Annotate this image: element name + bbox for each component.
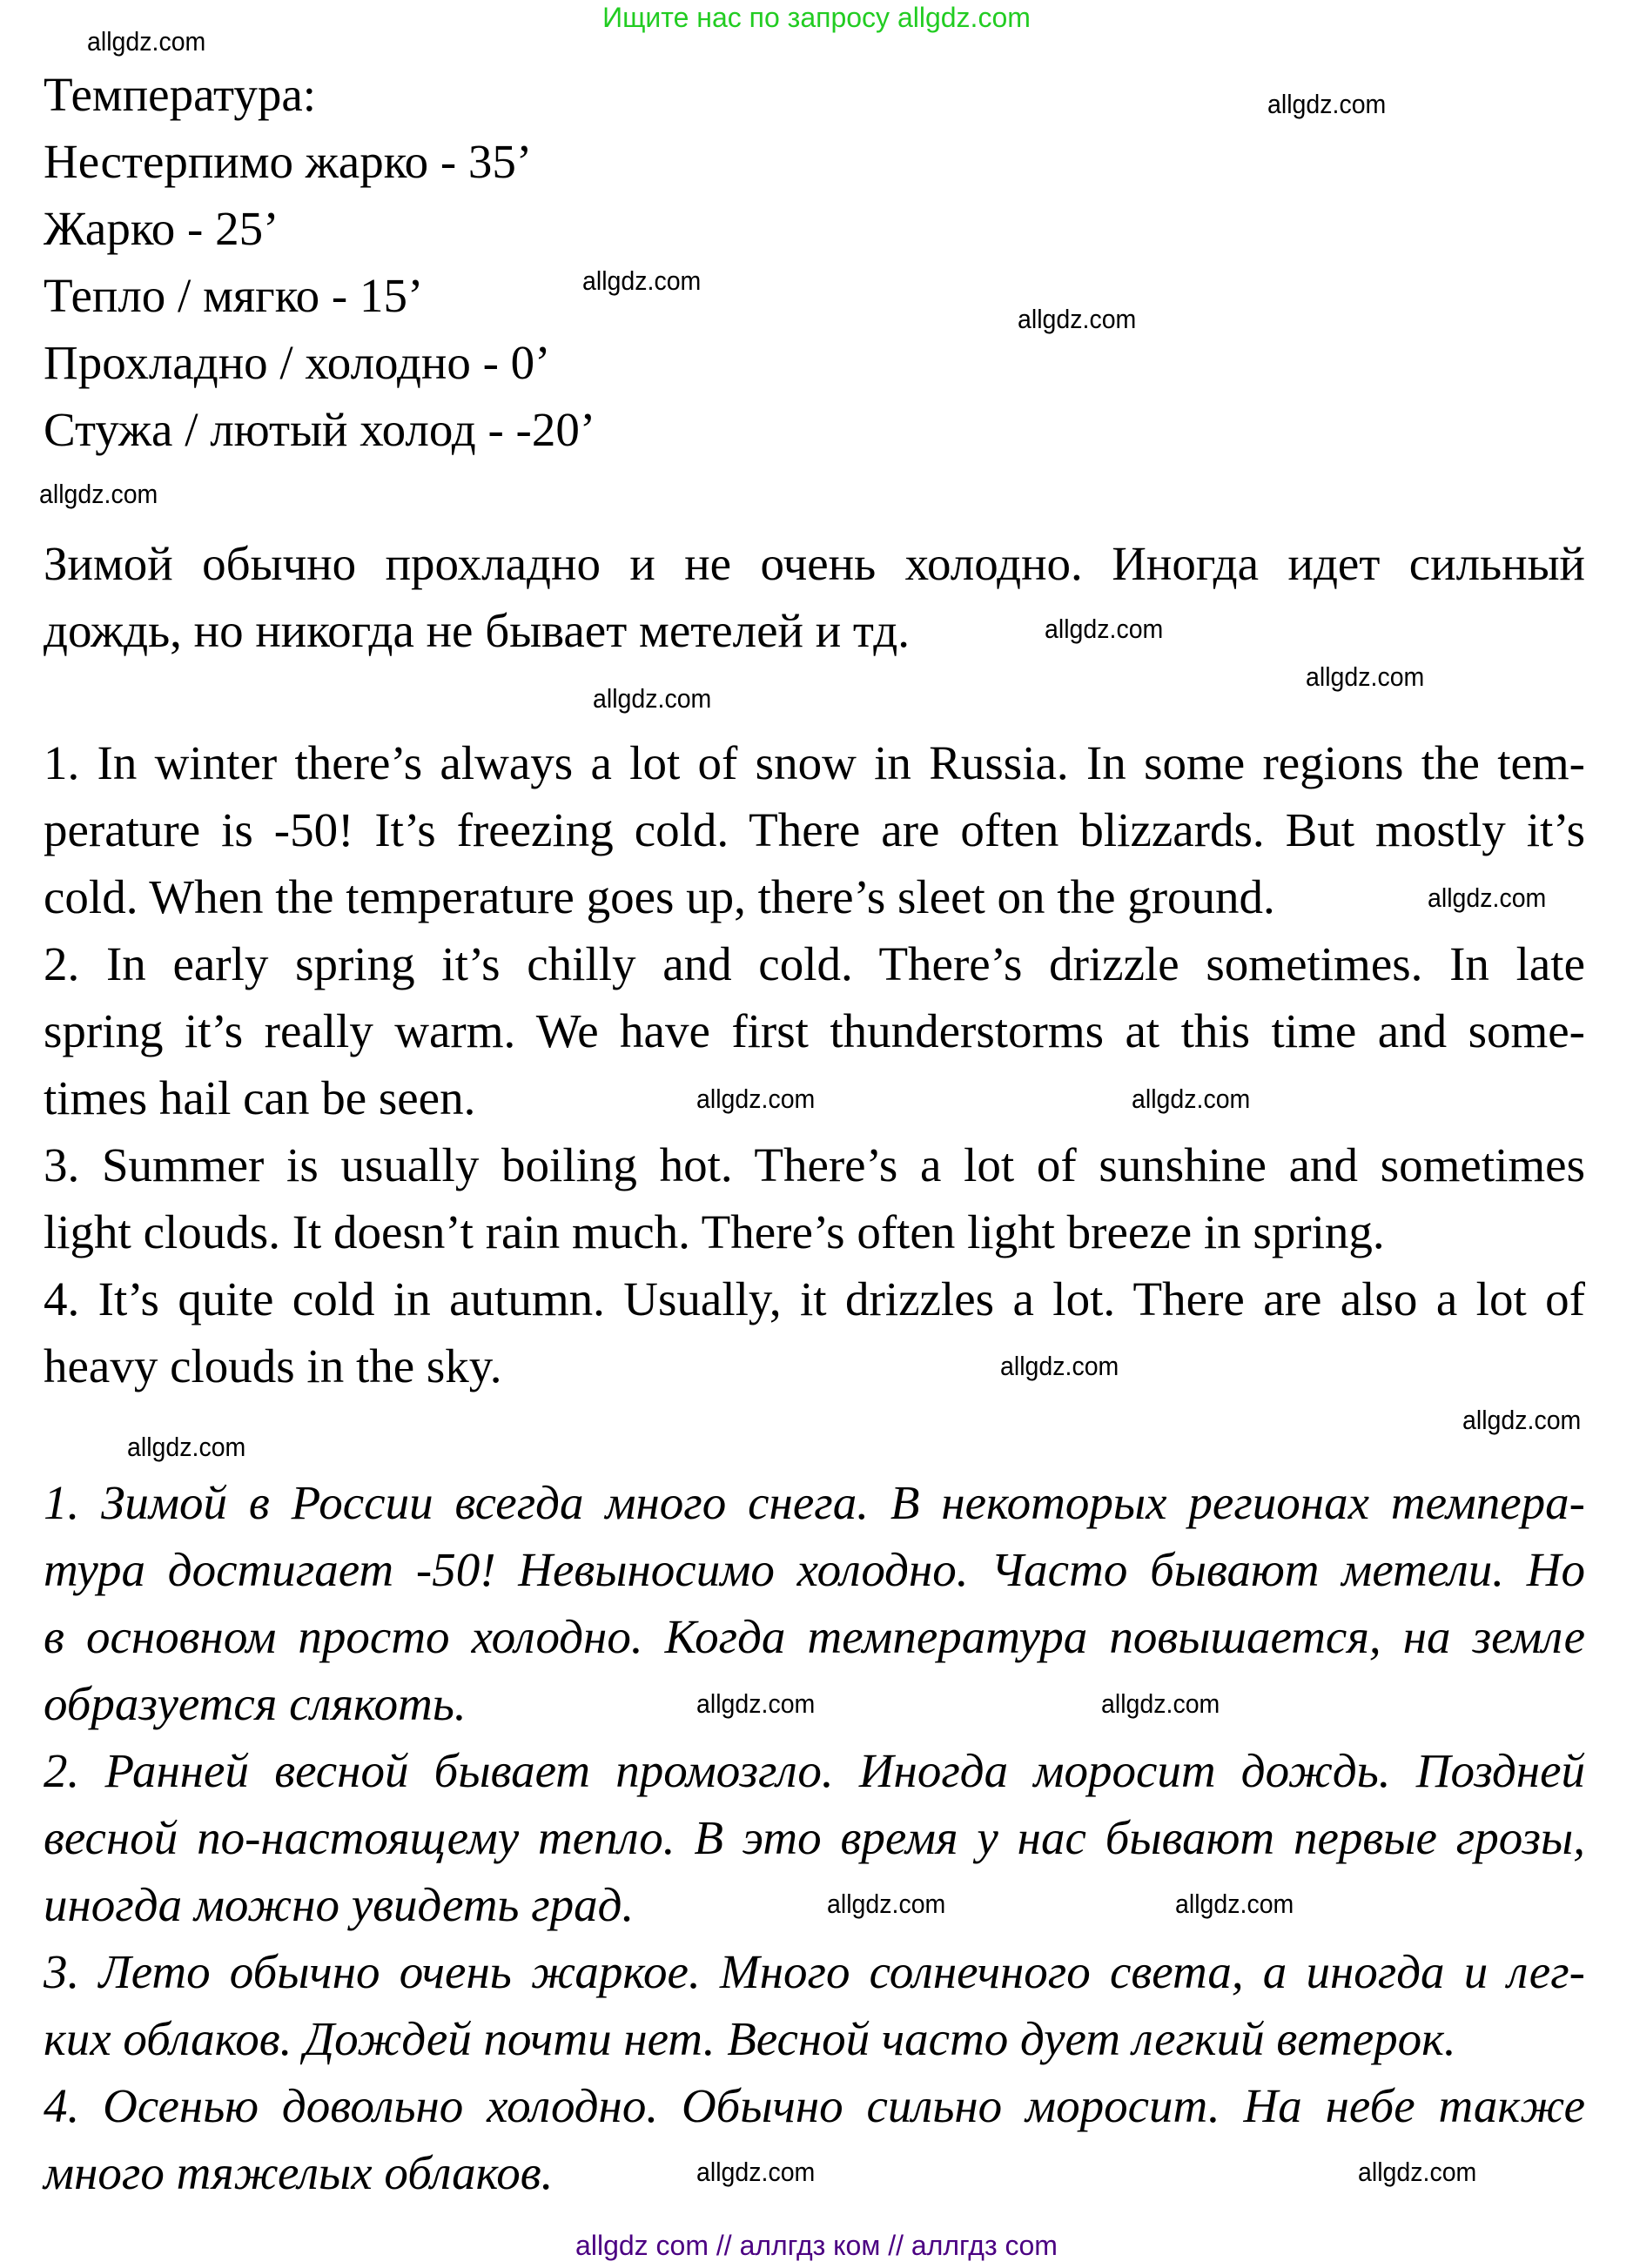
russian-translation bbox=[44, 1469, 1585, 2206]
text-line: times hail can be seen. bbox=[44, 1071, 476, 1124]
temperature-item: Нестерпимо жарко - 35’ bbox=[44, 135, 533, 188]
watermark: allgdz.com bbox=[39, 479, 158, 509]
text-line: ких облаков. Дождей почти нет. Весной часто дует легкий ветерок. bbox=[44, 2012, 1456, 2065]
winter-paragraph bbox=[44, 530, 1585, 664]
text-line: 2. Ранней весной бывает промозгло. Иногда моросит дождь. Поздней bbox=[44, 1744, 1585, 1797]
text-line: в основном просто холодно. Когда температура повышается, на земле bbox=[44, 1610, 1585, 1663]
watermark: allgdz.com bbox=[1018, 304, 1137, 334]
watermark: allgdz.com bbox=[1267, 89, 1387, 119]
text-line: perature is -50! It’s freezing cold. There are often blizzards. But mostly it’s bbox=[44, 803, 1585, 856]
temperature-title: Температура: bbox=[44, 68, 317, 121]
watermark: allgdz.com bbox=[1462, 1405, 1582, 1435]
text-line: light clouds. It doesn’t rain much. There’s often light breeze in spring. bbox=[44, 1205, 1385, 1258]
temperature-item: Прохладно / холодно - 0’ bbox=[44, 336, 551, 389]
text-line: 2. In early spring it’s chilly and cold. There’s drizzle sometimes. In late bbox=[44, 937, 1585, 990]
text-line: тура достигает -50! Невыносимо холодно. Часто бывают метели. Но bbox=[44, 1543, 1585, 1596]
search-banner: Ищите нас по запросу allgdz.com bbox=[602, 2, 1031, 33]
temperature-item: Жарко - 25’ bbox=[44, 202, 279, 255]
watermark: allgdz.com bbox=[696, 2157, 816, 2187]
temperature-item: Стужа / лютый холод - -20’ bbox=[44, 403, 596, 456]
watermark: allgdz.com bbox=[1000, 1351, 1119, 1381]
text-line: heavy clouds in the sky. bbox=[44, 1339, 502, 1392]
text-line: 4. It’s quite cold in autumn. Usually, it drizzles a lot. There are also a lot of bbox=[44, 1272, 1585, 1325]
text-line: образуется слякоть. bbox=[44, 1677, 467, 1730]
text-line: много тяжелых облаков. bbox=[44, 2146, 554, 2199]
english-answers bbox=[44, 729, 1585, 1399]
watermark: allgdz.com bbox=[696, 1688, 816, 1719]
watermark: allgdz.com bbox=[1101, 1688, 1220, 1719]
text-line: иногда можно увидеть град. bbox=[44, 1878, 635, 1931]
text-line: cold. When the temperature goes up, there’s sleet on the ground. bbox=[44, 870, 1275, 923]
watermark: allgdz.com bbox=[1306, 661, 1425, 692]
watermark: allgdz.com bbox=[1045, 614, 1164, 644]
text-line: 1. In winter there’s always a lot of snow in Russia. In some regions the tem- bbox=[44, 736, 1585, 789]
watermark: allgdz.com bbox=[127, 1432, 246, 1462]
text-line: 4. Осенью довольно холодно. Обычно сильно моросит. На небе также bbox=[44, 2079, 1585, 2132]
text-line: spring it’s really warm. We have first thunderstorms at this time and some- bbox=[44, 1004, 1585, 1057]
text-line: Зимой обычно прохладно и не очень холодно. Иногда идет сильный bbox=[44, 537, 1585, 590]
watermark: allgdz.com bbox=[582, 265, 702, 296]
watermark: allgdz.com bbox=[593, 683, 712, 714]
text-line: 3. Summer is usually boiling hot. There’s a lot of sunshine and sometimes bbox=[44, 1138, 1585, 1191]
text-line: дождь, но никогда не бывает метелей и тд. bbox=[44, 604, 910, 657]
temperature-list bbox=[44, 61, 1585, 463]
watermark: allgdz.com bbox=[1428, 882, 1547, 913]
watermark: allgdz.com bbox=[87, 26, 206, 57]
watermark: allgdz.com bbox=[1132, 1084, 1251, 1114]
text-line: 1. Зимой в России всегда много снега. В некоторых регионах темпера- bbox=[44, 1476, 1585, 1529]
text-line: 3. Лето обычно очень жаркое. Много солнечного света, а иногда и лег- bbox=[44, 1945, 1585, 1998]
watermark: allgdz.com bbox=[827, 1889, 946, 1919]
text-line: весной по-настоящему тепло. В это время у нас бывают первые грозы, bbox=[44, 1811, 1585, 1864]
footer-links: allgdz com // аллгдз ком // аллгдз com bbox=[575, 2230, 1058, 2261]
watermark: allgdz.com bbox=[696, 1084, 816, 1114]
watermark: allgdz.com bbox=[1175, 1889, 1294, 1919]
watermark: allgdz.com bbox=[1358, 2157, 1477, 2187]
temperature-item: Тепло / мягко - 15’ bbox=[44, 269, 424, 322]
